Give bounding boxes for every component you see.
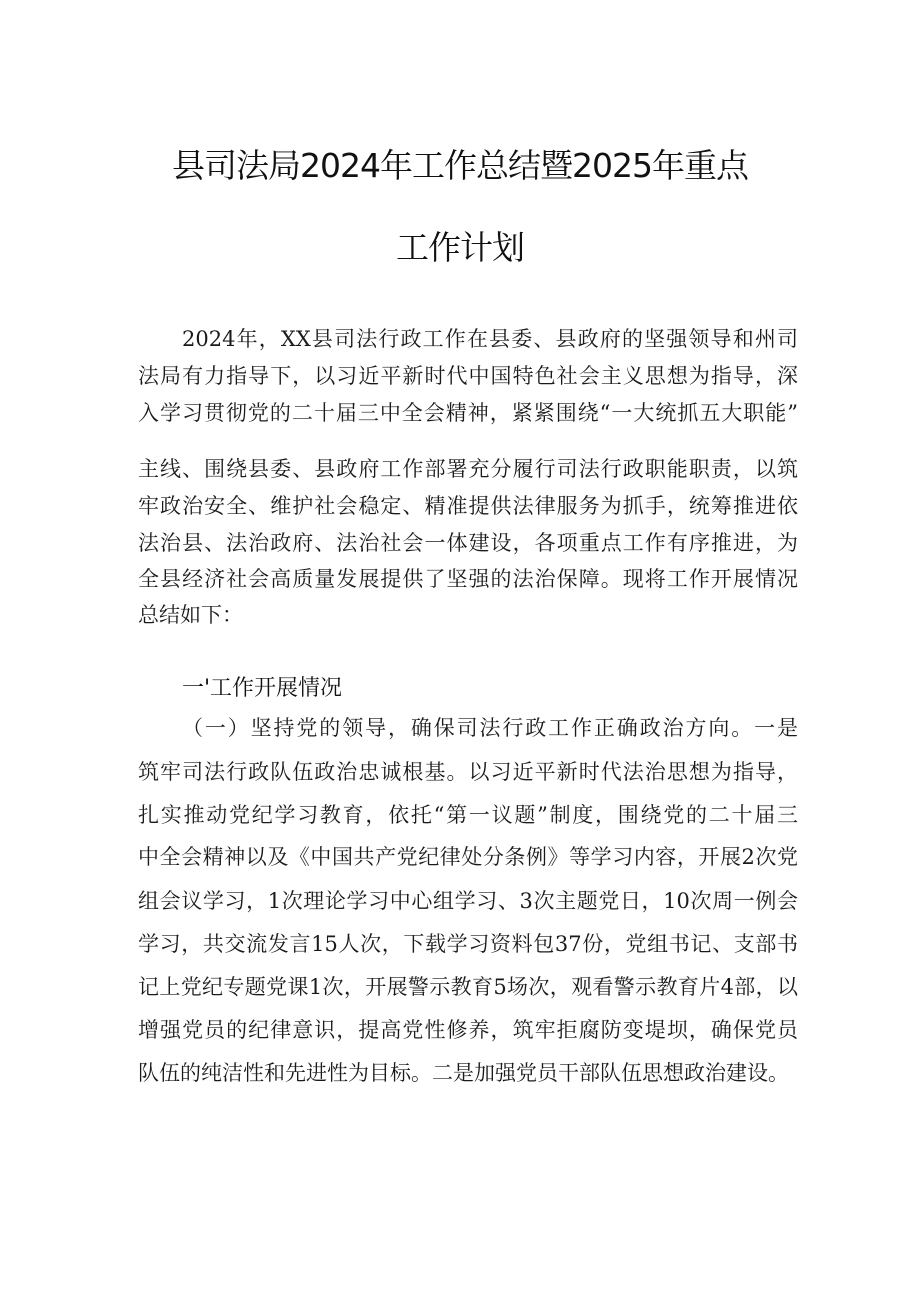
section-paragraph-line: 学习，共交流发言15人次，下载学习资料包37份，党组书记、支部书 (138, 932, 798, 956)
intro-paragraph-line: 2024年，XX县司法行政工作在县委、县政府的坚强领导和州司 (182, 327, 798, 351)
document-title-line-2: 工作计划 (396, 228, 524, 267)
intro-paragraph-line: 入学习贯彻党的二十届三中全会精神，紧紧围绕“一大统抓五大职能” (138, 401, 798, 425)
intro-paragraph-line: 主线、围绕县委、县政府工作部署充分履行司法行政职能职责，以筑 (138, 457, 798, 481)
section-paragraph-line: 扎实推动党纪学习教育，依托“第一议题”制度，围绕党的二十届三 (138, 803, 798, 827)
section-paragraph-line: 组会议学习，1次理论学习中心组学习、3次主题党日，10次周一例会 (138, 889, 798, 913)
intro-paragraph-line: 全县经济社会高质量发展提供了坚强的法治保障。现将工作开展情况 (138, 567, 798, 591)
intro-paragraph-line: 法局有力指导下，以习近平新时代中国特色社会主义思想为指导，深 (138, 364, 798, 388)
section-paragraph-line: （一）坚持党的领导，确保司法行政工作正确政治方向。一是 (182, 716, 798, 740)
intro-paragraph-line: 牢政治安全、维护社会稳定、精准提供法律服务为抓手，统筹推进依 (138, 494, 798, 518)
intro-paragraph-line: 法治县、法治政府、法治社会一体建设，各项重点工作有序推进，为 (138, 531, 798, 555)
section-paragraph-line: 增强党员的纪律意识，提高党性修养，筑牢拒腐防变堤坝，确保党员 (138, 1018, 798, 1042)
document-title-line-1: 县司法局2024年工作总结暨2025年重点 (172, 146, 748, 185)
section-heading: 一'工作开展情况 (182, 676, 343, 701)
intro-paragraph-line: 总结如下： (138, 603, 243, 627)
section-paragraph-line: 记上党纪专题党课1次，开展警示教育5场次，观看警示教育片4部，以 (138, 975, 798, 999)
section-paragraph-line: 中全会精神以及《中国共产党纪律处分条例》等学习内容，开展2次党 (138, 845, 798, 869)
section-paragraph-line: 筑牢司法行政队伍政治忠诚根基。以习近平新时代法治思想为指导， (138, 760, 798, 784)
section-paragraph-line: 队伍的纯洁性和先进性为目标。二是加强党员干部队伍思想政治建设。 (138, 1061, 789, 1085)
